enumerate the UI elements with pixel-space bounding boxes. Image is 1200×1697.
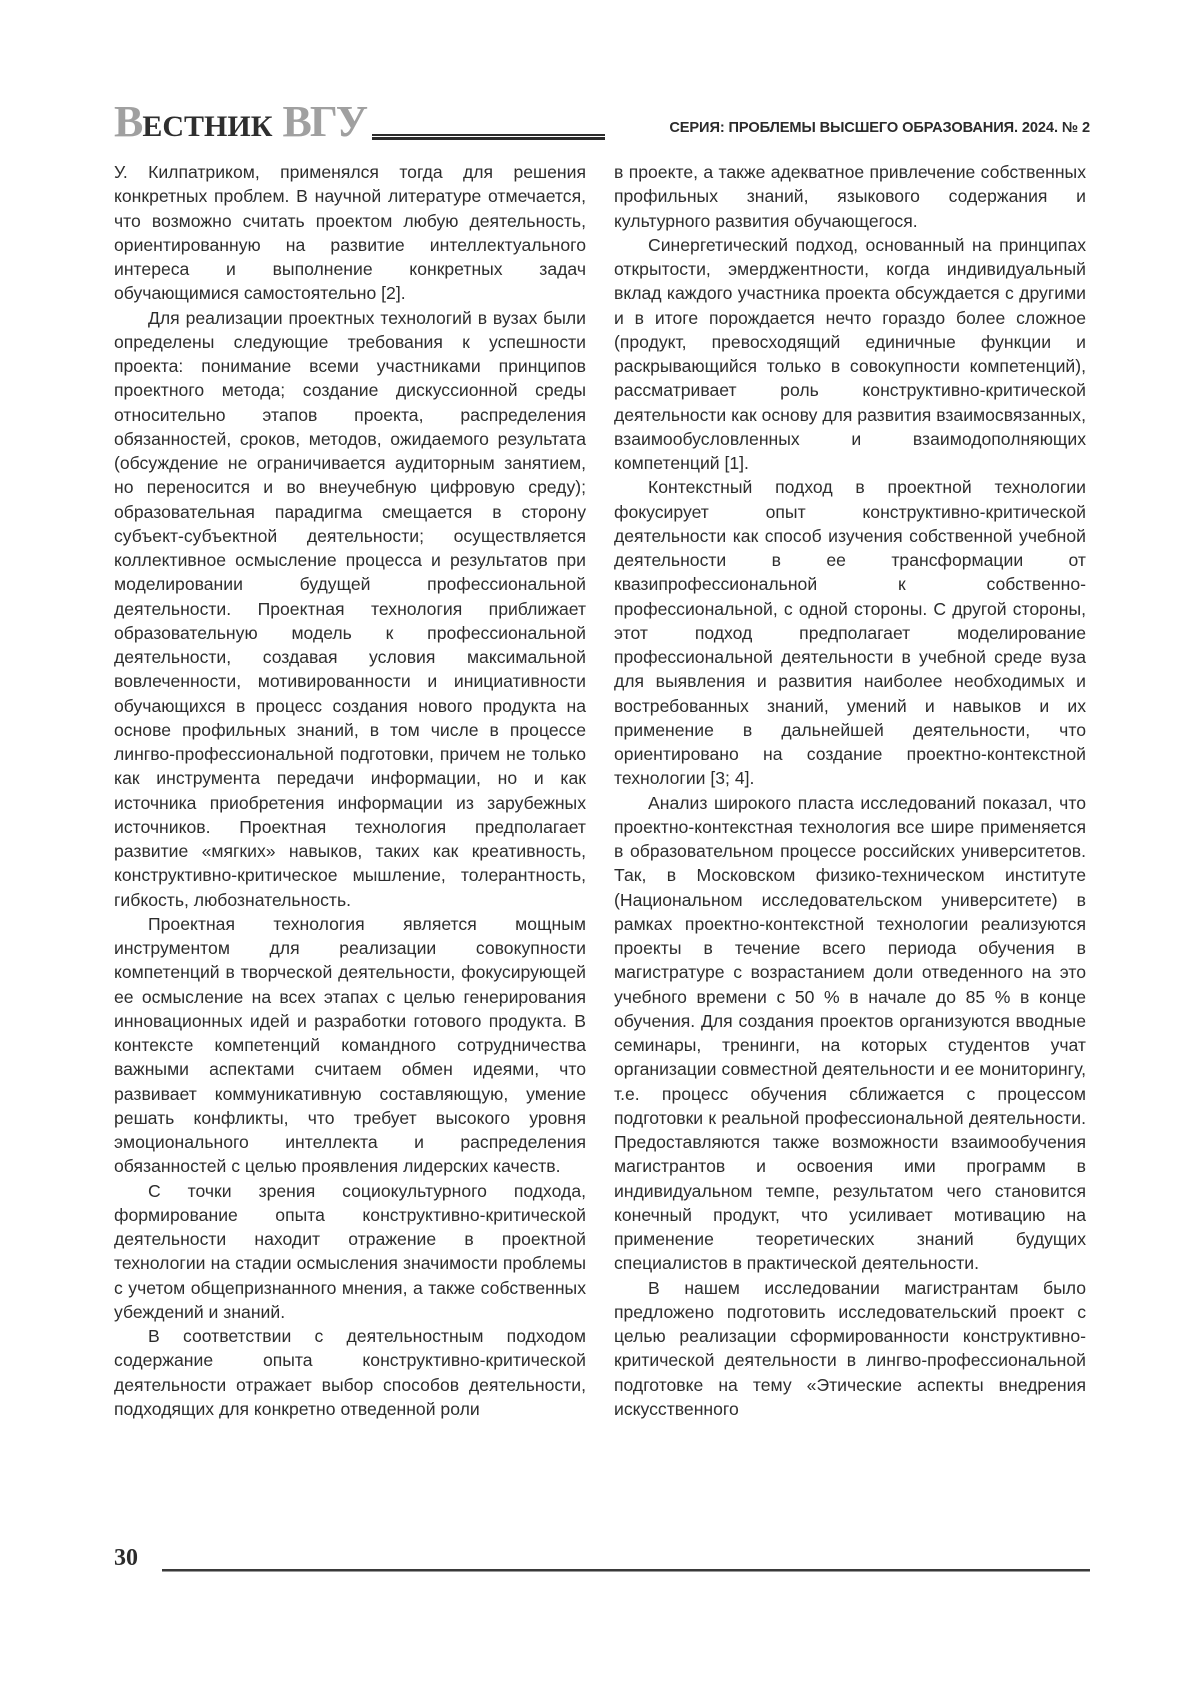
- page-footer: [114, 1545, 1090, 1585]
- paragraph: С точки зрения социокультурного подхода, формирование опыта конструктивно-критической деятельности находит отражение в проектной технологии на стадии осмысления значимости проблемы с учетом общепризнанного мнения, а также собственных убеждений и знаний.: [114, 1180, 586, 1322]
- footer-rule: [162, 1569, 1090, 1571]
- page-number: 30: [114, 1545, 138, 1571]
- paragraph: У. Килпатриком, применялся тогда для решения конкретных проблем. В научной литературе отмечается, что возможно считать проектом любую деятельность, ориентированную на развитие интеллектуального интереса и выполнение конкретных задач обучающимися самостоятельно [2].: [114, 162, 586, 304]
- paragraph: Проектная технология является мощным инструментом для реализации совокупности компетенций в творческой деятельности, фокусирующей ее осмысление на всех этапах с целью генерирования инновационных идей и разработки готового продукта. В контексте компетенций командного сотрудничества важными аспектами считаем обмен идеями, что развивает коммуникативную составляющую, умение решать конфликты, что требует высокого уровня эмоционального интеллекта и распределения обязанностей с целью проявления лидерских качеств.: [114, 913, 586, 1177]
- left-column: [114, 160, 586, 1421]
- paragraph: Синергетический подход, основанный на принципах открытости, эмерджентности, когда индивидуальный вклад каждого участника проекта обсуждается с другими и в итоге порождается нечто гораздо более сложное (продукт, превосходящий единичные функции и раскрывающийся только в совокупности компетенций), рассматривает роль конструктивно-критической деятельности как основу для развития взаимосвязанных, взаимообусловленных и взаимодополняющих компетенций [1].: [614, 234, 1086, 473]
- journal-logo: [114, 97, 367, 146]
- paragraph: Контекстный подход в проектной технологии фокусирует опыт конструктивно-критической деятельности как способ изучения собственной учебной деятельности в ее трансформации от квазипрофессиональной к собственно-профессиональной, с одной стороны. С другой стороны, этот подход предполагает моделирование профессиональной деятельности в учебной среде вуза для выявления и развития наиболее необходимых и востребованных знаний, умений и навыков и их применение в дальнейшей деятельности, что ориентировано на создание проектно-контекстной технологии [3; 4].: [614, 477, 1086, 789]
- series-title: СЕРИЯ: ПРОБЛЕМЫ ВЫСШЕГО ОБРАЗОВАНИЯ. 2024. № 2: [669, 120, 1090, 136]
- header-rule-thin: [372, 134, 605, 136]
- paragraph: в проекте, а также адекватное привлечение собственных профильных знаний, языкового содержания и культурного развития обучающегося.: [614, 162, 1086, 231]
- running-header: [114, 97, 1090, 150]
- header-double-rule: [372, 134, 605, 140]
- paragraph: Для реализации проектных технологий в вузах были определены следующие требования к успешности проекта: понимание всеми участниками принципов проектного метода; создание дискуссионной среды относительно этапов проекта, распределения обязанностей, сроков, методов, ожидаемого результата (обсуждение не ограничивается аудиторным занятием, но переносится и во внеучебную цифровую среду); образовательная парадигма смещается в сторону субъект-субъектной деятельности; осуществляется коллективное осмысление процесса и результатов при моделировании будущей профессиональной деятельности. Проектная технология приближает образовательную модель к профессиональной деятельности, создавая условия максимальной вовлеченности, мотивированности и инициативности обучающихся в процесс создания нового продукта на основе профильных знаний, в том числе в процессе лингво-профессиональной подготовки, причем не только как инструмента передачи информации, но и как источника приобретения информации из зарубежных источников. Проектная технология предполагает развитие «мягких» навыков, таких как креативность, конструктивно-критическое мышление, толерантность, гибкость, любознательность.: [114, 307, 586, 910]
- paragraph: Анализ широкого пласта исследований показал, что проектно-контекстная технология все шире применяется в образовательном процессе российских университетов. Так, в Московском физико-техническом институте (Национальном исследовательском университете) в рамках проектно-контекстной технологии реализуются проекты в течение всего периода обучения в магистратуре с возрастанием доли отведенного на это учебного времени с 50 % в начале до 85 % в конце обучения. Для создания проектов организуются вводные семинары, тренинги, на которых студентов учат организации совместной деятельности и ее мониторингу, т.е. процесс обучения сближается с процессом подготовки к реальной профессиональной деятельности. Предоставляются также возможности взаимообучения магистрантов и освоения ими программ в индивидуальном темпе, результатом чего становится конечный продукт, что усиливает мотивацию на применение теоретических знаний будущих специалистов в практической деятельности.: [614, 792, 1086, 1274]
- header-rule-thick: [372, 137, 605, 140]
- logo-initial: В: [114, 97, 143, 146]
- paragraph: В соответствии с деятельностным подходом содержание опыта конструктивно-критической деятельности отражает выбор способов деятельности, подходящих для конкретно отведенной роли: [114, 1326, 586, 1419]
- logo-abbr: ВГУ: [282, 97, 367, 146]
- right-column: [614, 160, 1086, 1421]
- logo-word: ЕСТНИК: [142, 110, 273, 143]
- paragraph: В нашем исследовании магистрантам было предложено подготовить исследовательский проект с целью реализации сформированности конструктивно-критической деятельности в лингво-профессиональной подготовке на тему «Этические аспекты внедрения искусственного: [614, 1277, 1086, 1419]
